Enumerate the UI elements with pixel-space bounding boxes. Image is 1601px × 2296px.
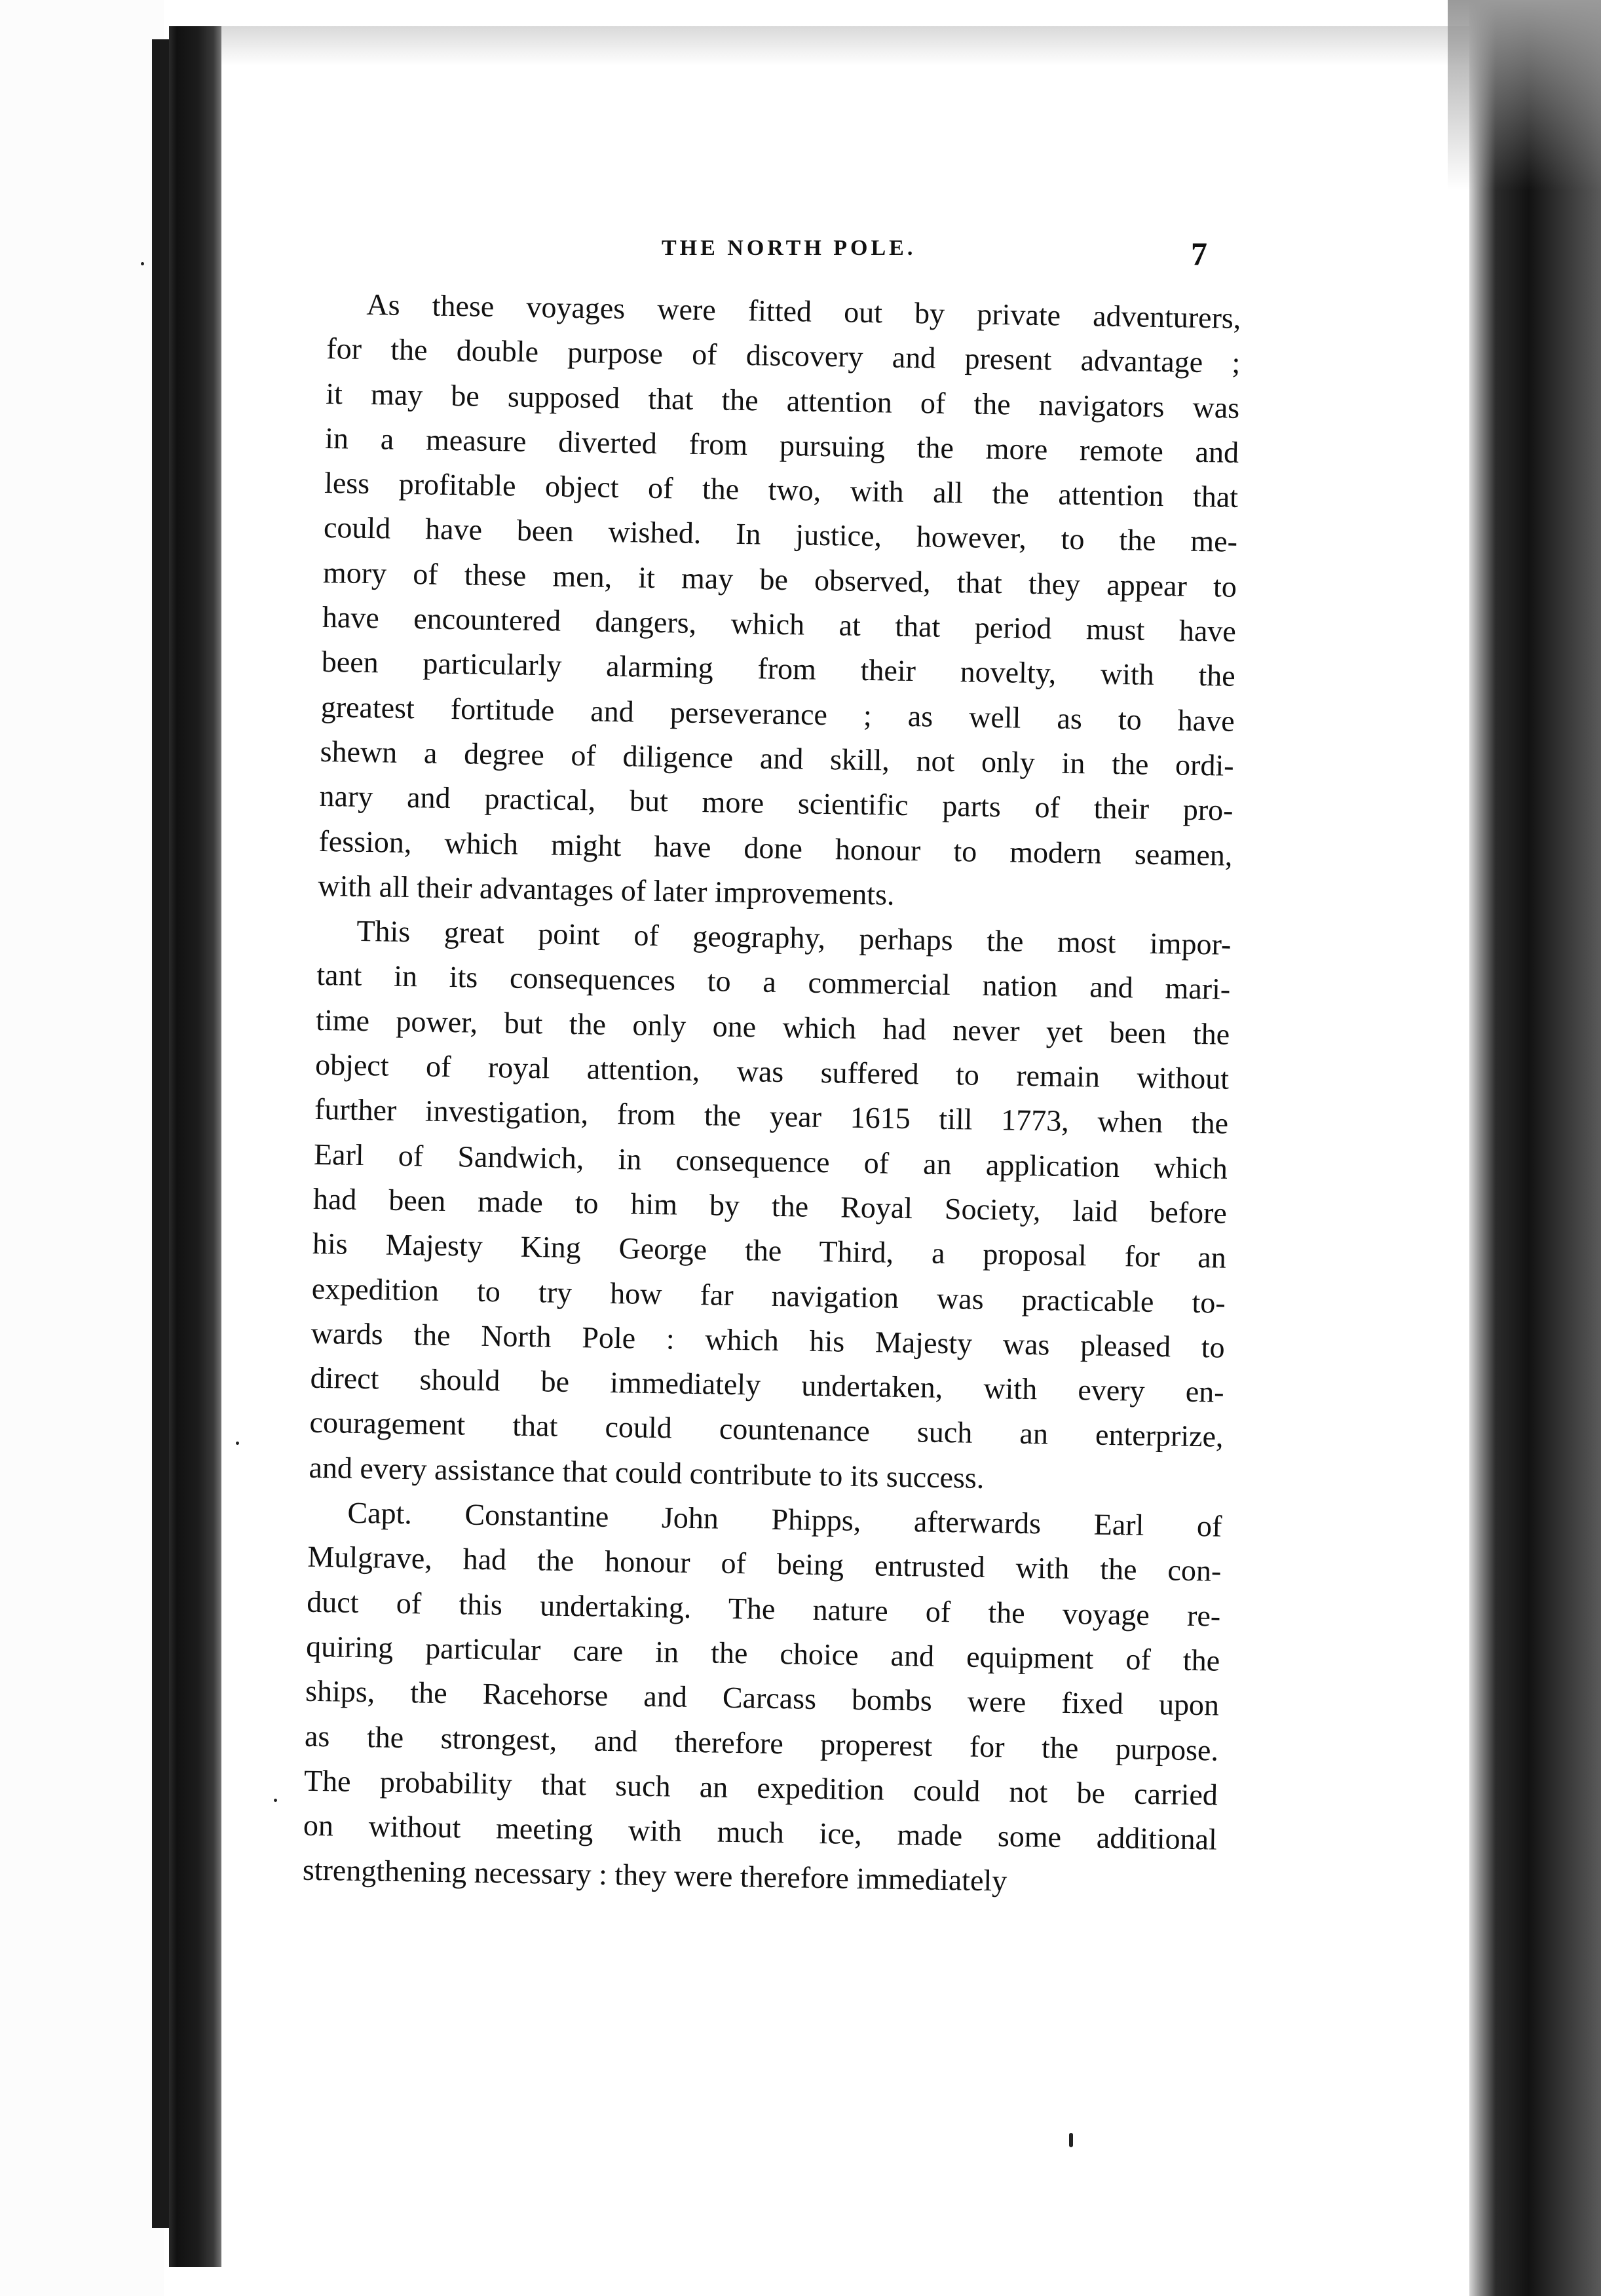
text-line: expedition to try how far navigation was practicable to- — [311, 1271, 1226, 1320]
text-line: less profitable object of the two, with all the attention that — [324, 466, 1239, 514]
text-line: The probability that such an expedition could not be carried — [303, 1763, 1218, 1812]
paragraph — [309, 908, 1232, 1504]
text-line: nary and practical, but more scientific parts of their pro- — [319, 779, 1234, 828]
scan-speck — [236, 1442, 239, 1445]
text-line: This great point of geography, perhaps the most impor- — [356, 913, 1232, 961]
text-line: time power, but the only one which had never yet been the — [315, 1003, 1230, 1051]
text-line: could have been wished. In justice, however, to the me- — [323, 510, 1238, 559]
text-line: for the double purpose of discovery and present advantage ; — [326, 332, 1241, 380]
text-line: greatest fortitude and perseverance ; as well as to have — [320, 689, 1235, 738]
body-text — [302, 282, 1241, 1907]
text-line: on without meeting with much ice, made some additional — [303, 1808, 1218, 1856]
text-line: tant in its consequences to a commercial nation and mari- — [316, 958, 1231, 1006]
scan-speck — [1069, 2133, 1073, 2147]
text-line: had been made to him by the Royal Society, laid before — [312, 1181, 1228, 1230]
text-line: Earl of Sandwich, in consequence of an application which — [313, 1137, 1228, 1185]
text-line: been particularly alarming from their novelty, with the — [321, 645, 1236, 693]
page-edge-shadow — [1448, 0, 1601, 190]
page-fore-edge — [1469, 0, 1601, 2296]
text-line: couragement that could countenance such an enterprize, — [309, 1406, 1224, 1454]
text-line: mory of these men, it may be observed, that they appear to — [322, 555, 1237, 603]
page-number: 7 — [1191, 235, 1207, 272]
text-line: fession, which might have done honour to modern seamen, — [318, 824, 1233, 872]
page-header — [662, 236, 1317, 282]
text-line: wards the North Pole : which his Majesty was pleased to — [311, 1316, 1226, 1364]
text-line: as the strongest, and therefore properest for the purpose. — [304, 1719, 1219, 1767]
paragraph — [302, 1490, 1222, 1907]
scan-speck — [274, 1799, 277, 1802]
text-line: Capt. Constantine John Phipps, afterwards Earl of — [347, 1495, 1222, 1543]
text-line: object of royal attention, was suffered to remain without — [314, 1047, 1230, 1096]
text-line: his Majesty King George the Third, a proposal for an — [312, 1227, 1227, 1274]
facing-page-fragment — [0, 0, 164, 2296]
text-line: further investigation, from the year 1615 till 1773, when the — [314, 1092, 1229, 1141]
text-line: As these voyages were fitted out by private adventurers, — [366, 287, 1241, 335]
text-line: duct of this undertaking. The nature of the voyage re- — [306, 1584, 1221, 1633]
page-top-shade — [221, 26, 1469, 66]
text-line: with all their advantages of later improvements. — [318, 868, 895, 911]
text-line: it may be supposed that the attention of the navigators was — [325, 376, 1240, 425]
text-line: direct should be immediately undertaken, with every en- — [310, 1360, 1224, 1409]
text-line: quiring particular care in the choice and equipment of the — [305, 1629, 1220, 1677]
text-line: and every assistance that could contribute to its success. — [309, 1450, 985, 1495]
text-line: have encountered dangers, which at that period must have — [322, 600, 1237, 648]
paragraph — [318, 282, 1241, 923]
text-line: strengthening necessary : they were therefore immediately — [302, 1853, 1008, 1898]
text-line: shewn a degree of diligence and skill, not only in the ordi- — [320, 734, 1234, 782]
gutter-shadow — [169, 26, 221, 2267]
text-line: Mulgrave, had the honour of being entrusted with the con- — [307, 1540, 1222, 1588]
text-line: ships, the Racehorse and Carcass bombs were fixed upon — [305, 1674, 1220, 1722]
running-head: THE NORTH POLE. — [662, 236, 916, 260]
scan-speck — [141, 262, 144, 265]
text-line: in a measure diverted from pursuing the more remote and — [324, 421, 1239, 469]
facing-page-edge — [152, 39, 169, 2228]
